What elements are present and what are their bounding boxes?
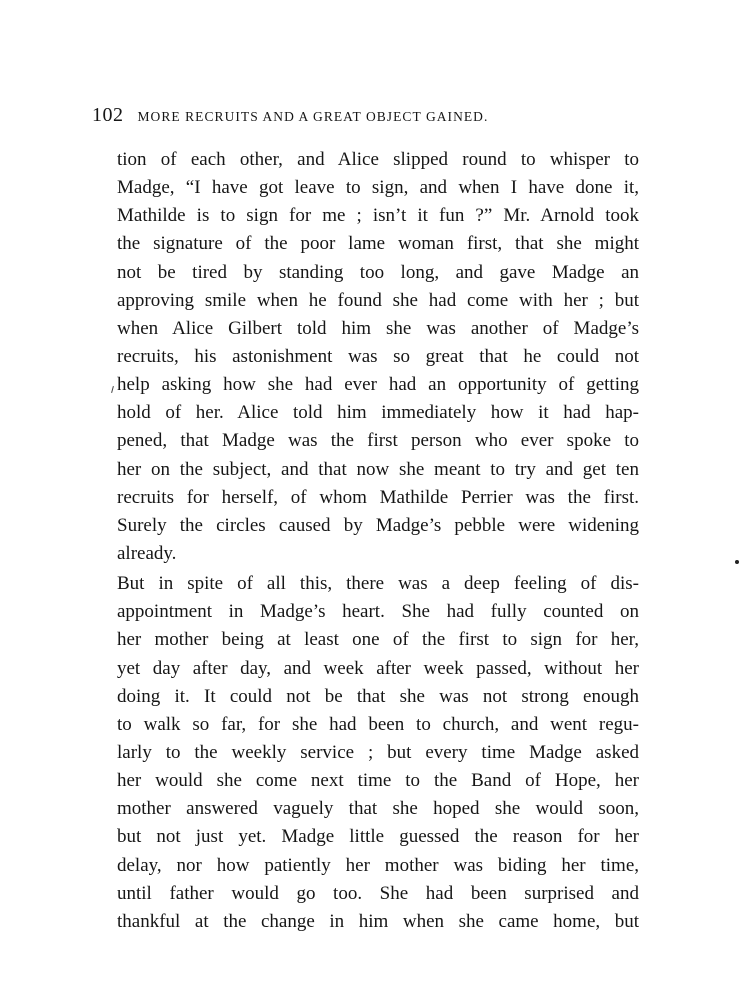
text-line: not be tired by standing too long, and gave Madge an [117, 261, 639, 283]
text-line: her mother being at least one of the first to sign for her, [117, 629, 639, 651]
text-line: Mathilde is to sign for me ; isn’t it fun ?” Mr. Arnold took [117, 205, 639, 227]
text-line: larly to the weekly service ; but every time Madge asked [117, 741, 639, 763]
body-text [117, 146, 639, 936]
text-line: recruits for herself, of whom Mathilde Perrier was the first. [117, 486, 639, 508]
text-line: mother answered vaguely that she hoped she would soon, [117, 798, 639, 820]
text-line: Madge, “I have got leave to sign, and when I have done it, [117, 177, 639, 199]
text-line: thankful at the change in him when she came home, but [117, 910, 639, 932]
text-line: delay, nor how patiently her mother was biding her time, [117, 854, 639, 876]
text-line: help asking how she had ever had an opportunity of getting [117, 374, 639, 396]
text-line: but not just yet. Madge little guessed the reason for her [117, 826, 639, 848]
stray-ink-mark [111, 386, 114, 393]
running-head [92, 104, 640, 128]
page-number: 102 [92, 104, 124, 126]
text-line: recruits, his astonishment was so great that he could not [117, 345, 639, 367]
text-line: pened, that Madge was the first person who ever spoke to [117, 430, 639, 452]
text-line: hold of her. Alice told him immediately how it had hap- [117, 402, 639, 424]
text-line: already. [117, 542, 177, 564]
running-title: MORE RECRUITS AND A GREAT OBJECT GAINED. [137, 109, 489, 124]
text-line: to walk so far, for she had been to church, and went regu- [117, 713, 639, 735]
text-line: But in spite of all this, there was a deep feeling of dis- [117, 573, 639, 595]
text-line: her on the subject, and that now she meant to try and get ten [117, 458, 639, 480]
text-line: until father would go too. She had been surprised and [117, 882, 639, 904]
text-line: yet day after day, and week after week passed, without her [117, 657, 639, 679]
text-line: appointment in Madge’s heart. She had fully counted on [117, 601, 639, 623]
text-line: tion of each other, and Alice slipped round to whisper to [117, 149, 639, 170]
paragraph-1 [117, 146, 639, 568]
paragraph-2 [117, 570, 639, 936]
text-line: when Alice Gilbert told him she was another of Madge’s [117, 317, 639, 339]
margin-dot [735, 560, 739, 564]
text-line: approving smile when he found she had come with her ; but [117, 289, 639, 311]
text-line: Surely the circles caused by Madge’s pebble were widening [117, 514, 639, 536]
text-line: doing it. It could not be that she was not strong enough [117, 685, 639, 707]
text-line: her would she come next time to the Band of Hope, her [117, 770, 639, 792]
text-line: the signature of the poor lame woman first, that she might [117, 233, 639, 255]
